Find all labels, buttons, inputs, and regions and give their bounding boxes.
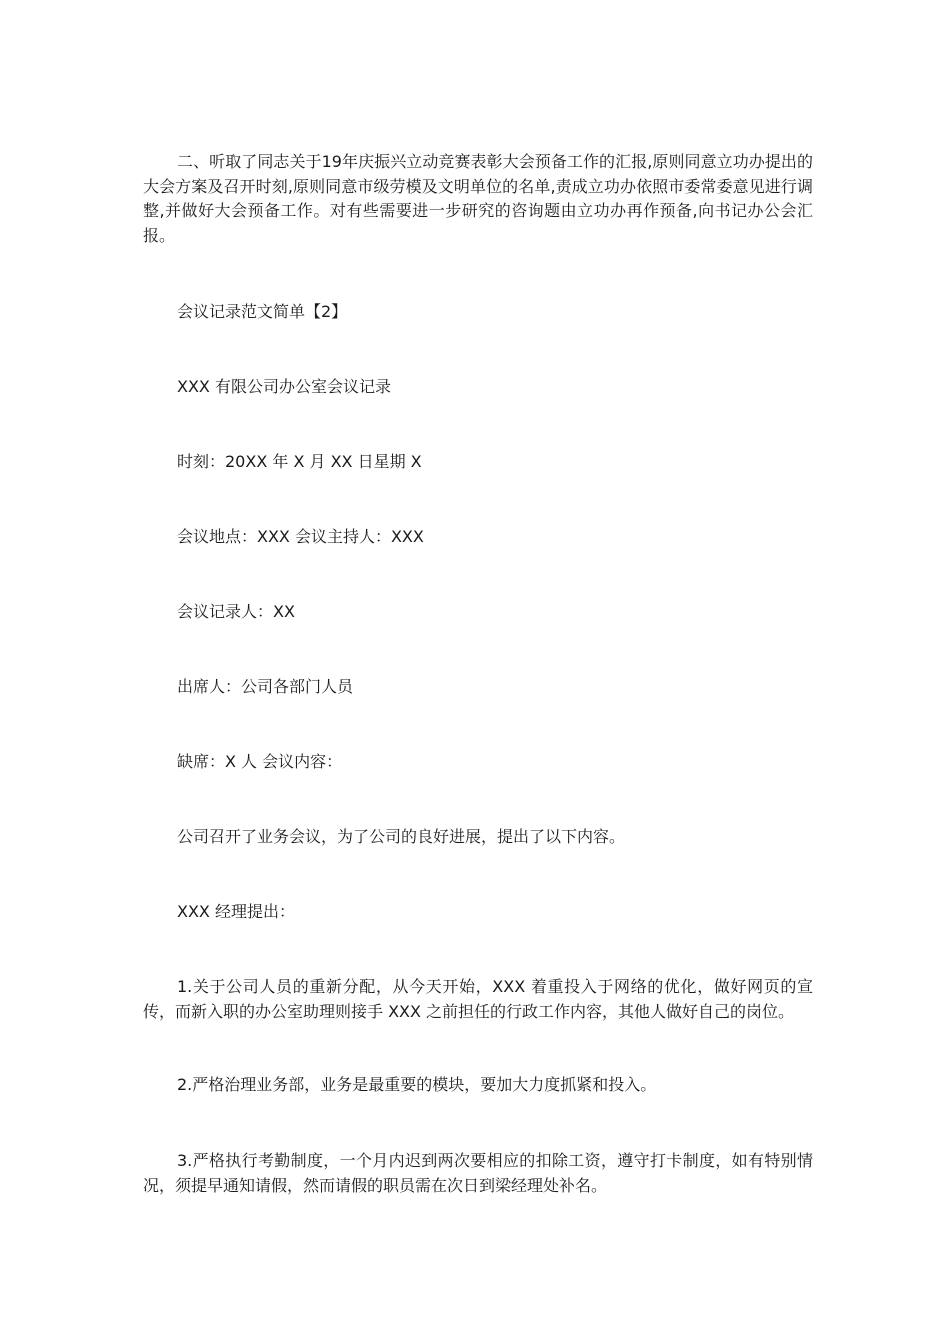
- meeting-record-title: XXX 有限公司办公室会议记录: [177, 377, 391, 396]
- section-heading: 会议记录范文简单【2】: [177, 302, 348, 321]
- meeting-summary: 公司召开了业务会议，为了公司的良好进展，提出了以下内容。: [177, 827, 626, 846]
- proposal-item-1: 1.关于公司人员的重新分配，从今天开始，XXX 着重投入于网络的优化，做好网页的宣传，而新入职的办公室助理则接手 XXX 之前担任的行政工作内容，其他人做好自己的岗位。: [143, 977, 813, 1021]
- meeting-time: 时刻：20XX 年 X 月 XX 日星期 X: [177, 452, 422, 471]
- meeting-absentees: 缺席：X 人 会议内容：: [177, 752, 343, 771]
- meeting-attendees: 出席人：公司各部门人员: [177, 677, 354, 696]
- meeting-location-host: 会议地点：XXX 会议主持人：XXX: [177, 527, 424, 546]
- manager-proposal-heading: XXX 经理提出：: [177, 902, 295, 921]
- proposal-item-3: 3.严格执行考勤制度，一个月内迟到两次要相应的扣除工资，遵守打卡制度，如有特别情况，须提早通知请假，然而请假的职员需在次日到梁经理处补名。: [143, 1151, 813, 1195]
- meeting-recorder: 会议记录人：XX: [177, 602, 295, 621]
- proposal-item-2: 2.严格治理业务部，业务是最重要的模块，要加大力度抓紧和投入。: [177, 1075, 657, 1094]
- paragraph-resolution-two: 二、听取了同志关于19年庆振兴立动竞赛表彰大会预备工作的汇报,原则同意立功办提出的大会方案及召开时刻,原则同意市级劳模及文明单位的名单,责成立功办依照市委常委意见进行调整,并做好大会预备工作。对有些需要进一步研究的咨询题由立功办再作预备,向书记办公会汇报。: [143, 152, 813, 245]
